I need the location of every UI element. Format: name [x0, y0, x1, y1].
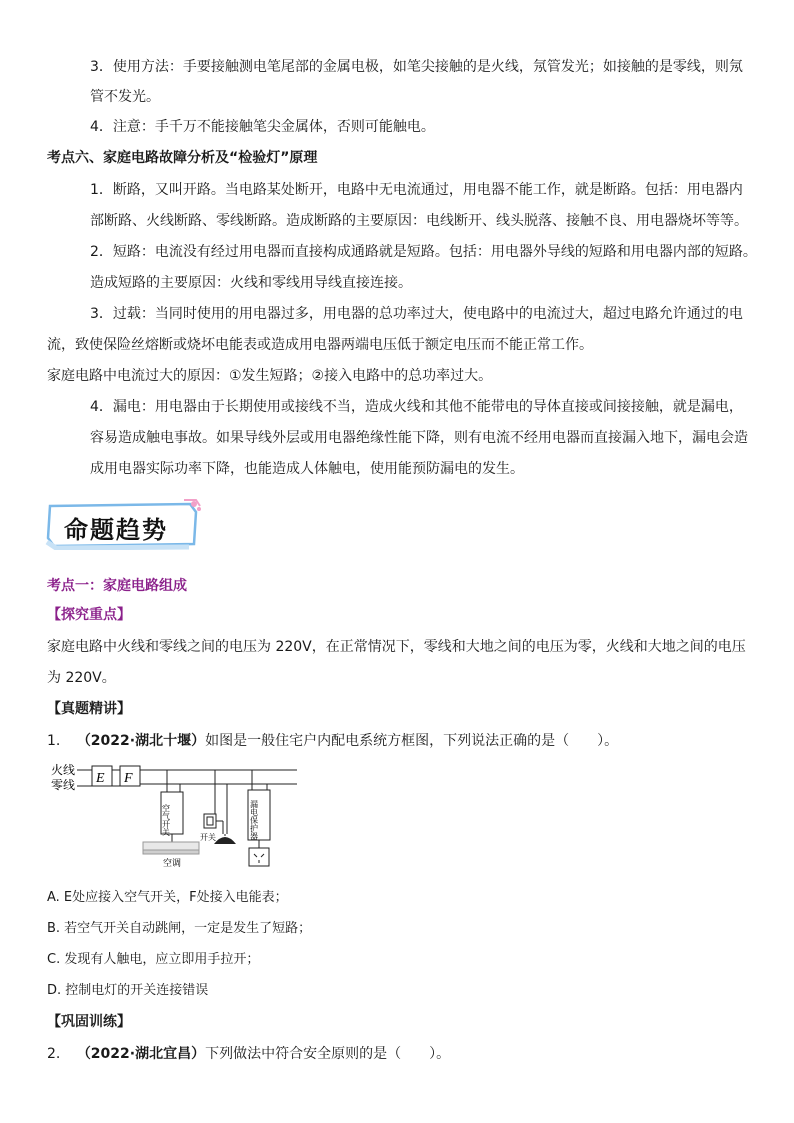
- question-2: [47, 1045, 450, 1063]
- focus-label: 【探究重点】: [47, 607, 131, 623]
- item4-line: 4．注意：手千万不能接触笔尖金属体，否则可能触电。: [90, 119, 435, 135]
- banner-title: 命题趋势: [64, 515, 168, 544]
- section-heading-6: 考点六、家庭电路故障分析及“检验灯”原理: [47, 150, 318, 166]
- section-banner: [44, 498, 204, 550]
- box-f-label: F: [124, 771, 133, 786]
- p2-line1: 2．短路：电流没有经过用电器而直接构成通路就是短路。包括：用电器外导线的短路和用电器内部的短路。: [90, 244, 757, 260]
- ac-unit: [143, 842, 199, 850]
- p4-line1: 4．漏电：用电器由于长期使用或接线不当，造成火线和其他不能带电的导体直接或间接接触，就是漏电，: [90, 399, 743, 415]
- p3-line3: 家庭电路中电流过大的原因：①发生短路；②接入电路中的总功率过大。: [47, 368, 493, 384]
- option-b: B. 若空气开关自动跳闸，一定是发生了短路；: [47, 921, 312, 936]
- practice-label: 【巩固训练】: [47, 1014, 131, 1030]
- p3-line1: 3．过载：当同时使用的用电器过多，用电器的总功率过大，使电路中的电流过大，超过电路允许通过的电: [90, 306, 743, 322]
- leak-protector-label: 漏电保护器: [249, 800, 259, 840]
- socket-icon: [249, 848, 269, 866]
- circuit-diagram: [47, 760, 307, 870]
- question-source: （2022·湖北十堰）: [76, 733, 206, 749]
- real-label: 【真题精讲】: [47, 701, 131, 717]
- question-source: （2022·湖北宜昌）: [76, 1046, 206, 1062]
- label-neutral: 零线: [51, 778, 76, 792]
- question-stem: 下列做法中符合安全原则的是（ ）。: [205, 1046, 451, 1062]
- p1-line1: 1．断路，又叫开路。当电路某处断开，电路中无电流通过，用电器不能工作，就是断路。包括：用电器内: [90, 182, 743, 198]
- p4-line2: 容易造成触电事故。如果导线外层或用电器绝缘性能下降，则有电流不经用电器而直接漏入地下，漏电会造: [90, 430, 748, 446]
- item3-line1: 3．使用方法：手要接触测电笔尾部的金属电极，如笔尖接触的是火线，氖管发光；如接触的是零线，则氖: [90, 59, 743, 75]
- focus-line2: 为 220V。: [47, 670, 116, 686]
- topic-heading: 考点一：家庭电路组成: [47, 578, 187, 594]
- air-switch-label: 空气开关: [161, 804, 171, 836]
- p4-line3: 成用电器实际功率下降，也能造成人体触电，使用能预防漏电的发生。: [90, 461, 524, 477]
- option-c: C. 发现有人触电，应立即用手拉开；: [47, 952, 260, 967]
- lamp-icon: [214, 837, 236, 844]
- option-d: D. 控制电灯的开关连接错误: [47, 983, 209, 998]
- switch-label: 开关: [200, 833, 216, 842]
- p2-line2: 造成短路的主要原因：火线和零线用导线直接连接。: [90, 275, 412, 291]
- question-number: 2.: [47, 1046, 61, 1062]
- box-e-label: E: [96, 771, 105, 786]
- p3-line2: 流，致使保险丝熔断或烧坏电能表或造成用电器两端电压低于额定电压而不能正常工作。: [47, 337, 593, 353]
- ac-label: 空调: [163, 858, 182, 868]
- switch-box: [204, 814, 216, 828]
- focus-line1: 家庭电路中火线和零线之间的电压为 220V，在正常情况下，零线和大地之间的电压为零，火线和大地之间的电压: [47, 639, 746, 655]
- p1-line2: 部断路、火线断路、零线断路。造成断路的主要原因：电线断开、线头脱落、接触不良、用电器烧坏等等。: [90, 213, 748, 229]
- option-a: A. E处应接入空气开关，F处接入电能表；: [47, 890, 288, 905]
- question-stem: 如图是一般住宅户内配电系统方框图，下列说法正确的是（ ）。: [205, 733, 619, 749]
- label-live: 火线: [51, 763, 76, 777]
- question-number: 1.: [47, 733, 61, 749]
- question-1: [47, 732, 618, 750]
- item3-line2: 管不发光。: [90, 89, 160, 105]
